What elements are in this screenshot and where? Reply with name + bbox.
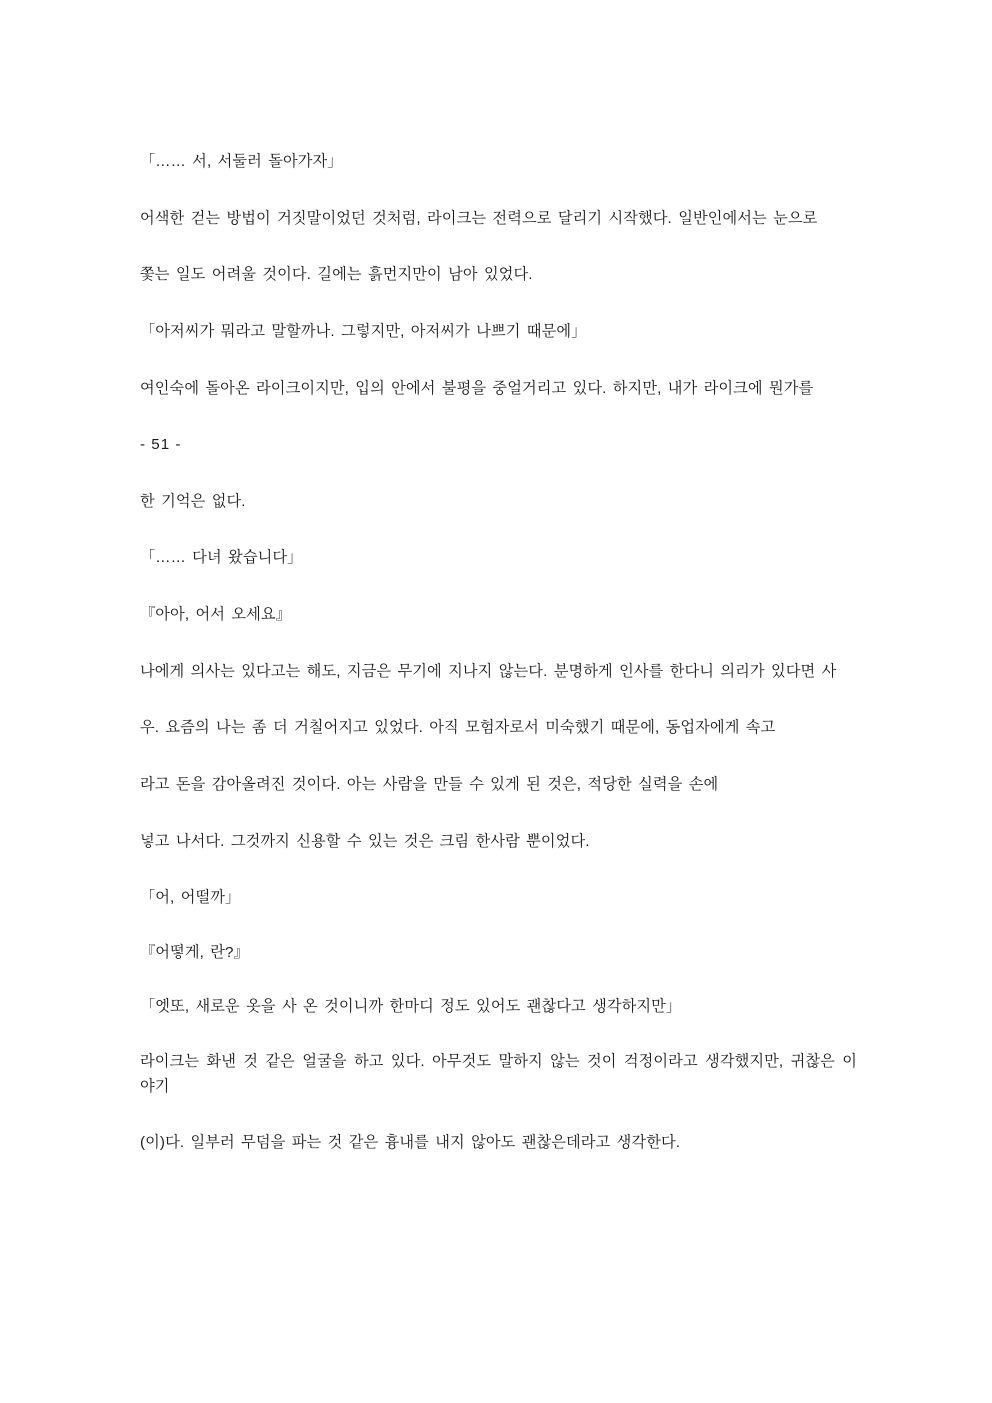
paragraph: 「아저씨가 뭐라고 말할까나. 그렇지만, 아저씨가 나쁘기 때문에」 [140, 322, 587, 340]
paragraph: 『어떻게, 란?』 [140, 943, 249, 961]
paragraph: (이)다. 일부러 무덤을 파는 것 같은 흉내를 내지 않아도 괜찮은데라고 생각한다. [140, 1134, 681, 1152]
paragraph: 「어, 어떨까」 [140, 889, 241, 907]
paragraph: 여인숙에 돌아온 라이크이지만, 입의 안에서 불평을 중얼거리고 있다. 하지만, 내가 라이크에 뭔가를 [140, 379, 814, 397]
paragraph: 우. 요즘의 나는 좀 더 거칠어지고 있었다. 아직 모험자로서 미숙했기 때문에, 동업자에게 속고 [140, 719, 776, 737]
paragraph: 「엣또, 새로운 옷을 사 온 것이니까 한마디 정도 있어도 괜찮다고 생각하지만」 [140, 998, 682, 1016]
paragraph: 「…… 다녀 왔습니다」 [140, 549, 303, 567]
paragraph: 『아아, 어서 오세요』 [140, 606, 291, 623]
paragraph: 어색한 걷는 방법이 거짓말이었던 것처럼, 라이크는 전력으로 달리기 시작했다. 일반인에서는 눈으로 [140, 209, 818, 227]
paragraph: 「…… 서, 서둘러 돌아가자」 [140, 153, 343, 170]
paragraph: 라이크는 화낸 것 같은 얼굴을 하고 있다. 아무것도 말하지 않는 것이 걱정이라고 생각했지만, 귀찮은 이야기 [140, 1053, 857, 1095]
page-number: - 51 - [140, 436, 182, 454]
paragraph: 넣고 나서다. 그것까지 신용할 수 있는 것은 크림 한사람 뿐이었다. [140, 832, 590, 850]
paragraph: 한 기억은 없다. [140, 492, 246, 510]
paragraph: 나에게 의사는 있다고는 해도, 지금은 무기에 지나지 않는다. 분명하게 인사를 한다니 의리가 있다면 사 [140, 662, 837, 680]
paragraph: 쫓는 일도 어려울 것이다. 길에는 흙먼지만이 남아 있었다. [140, 266, 533, 284]
paragraph: 라고 돈을 감아올려진 것이다. 아는 사람을 만들 수 있게 된 것은, 적당한 실력을 손에 [140, 775, 719, 793]
